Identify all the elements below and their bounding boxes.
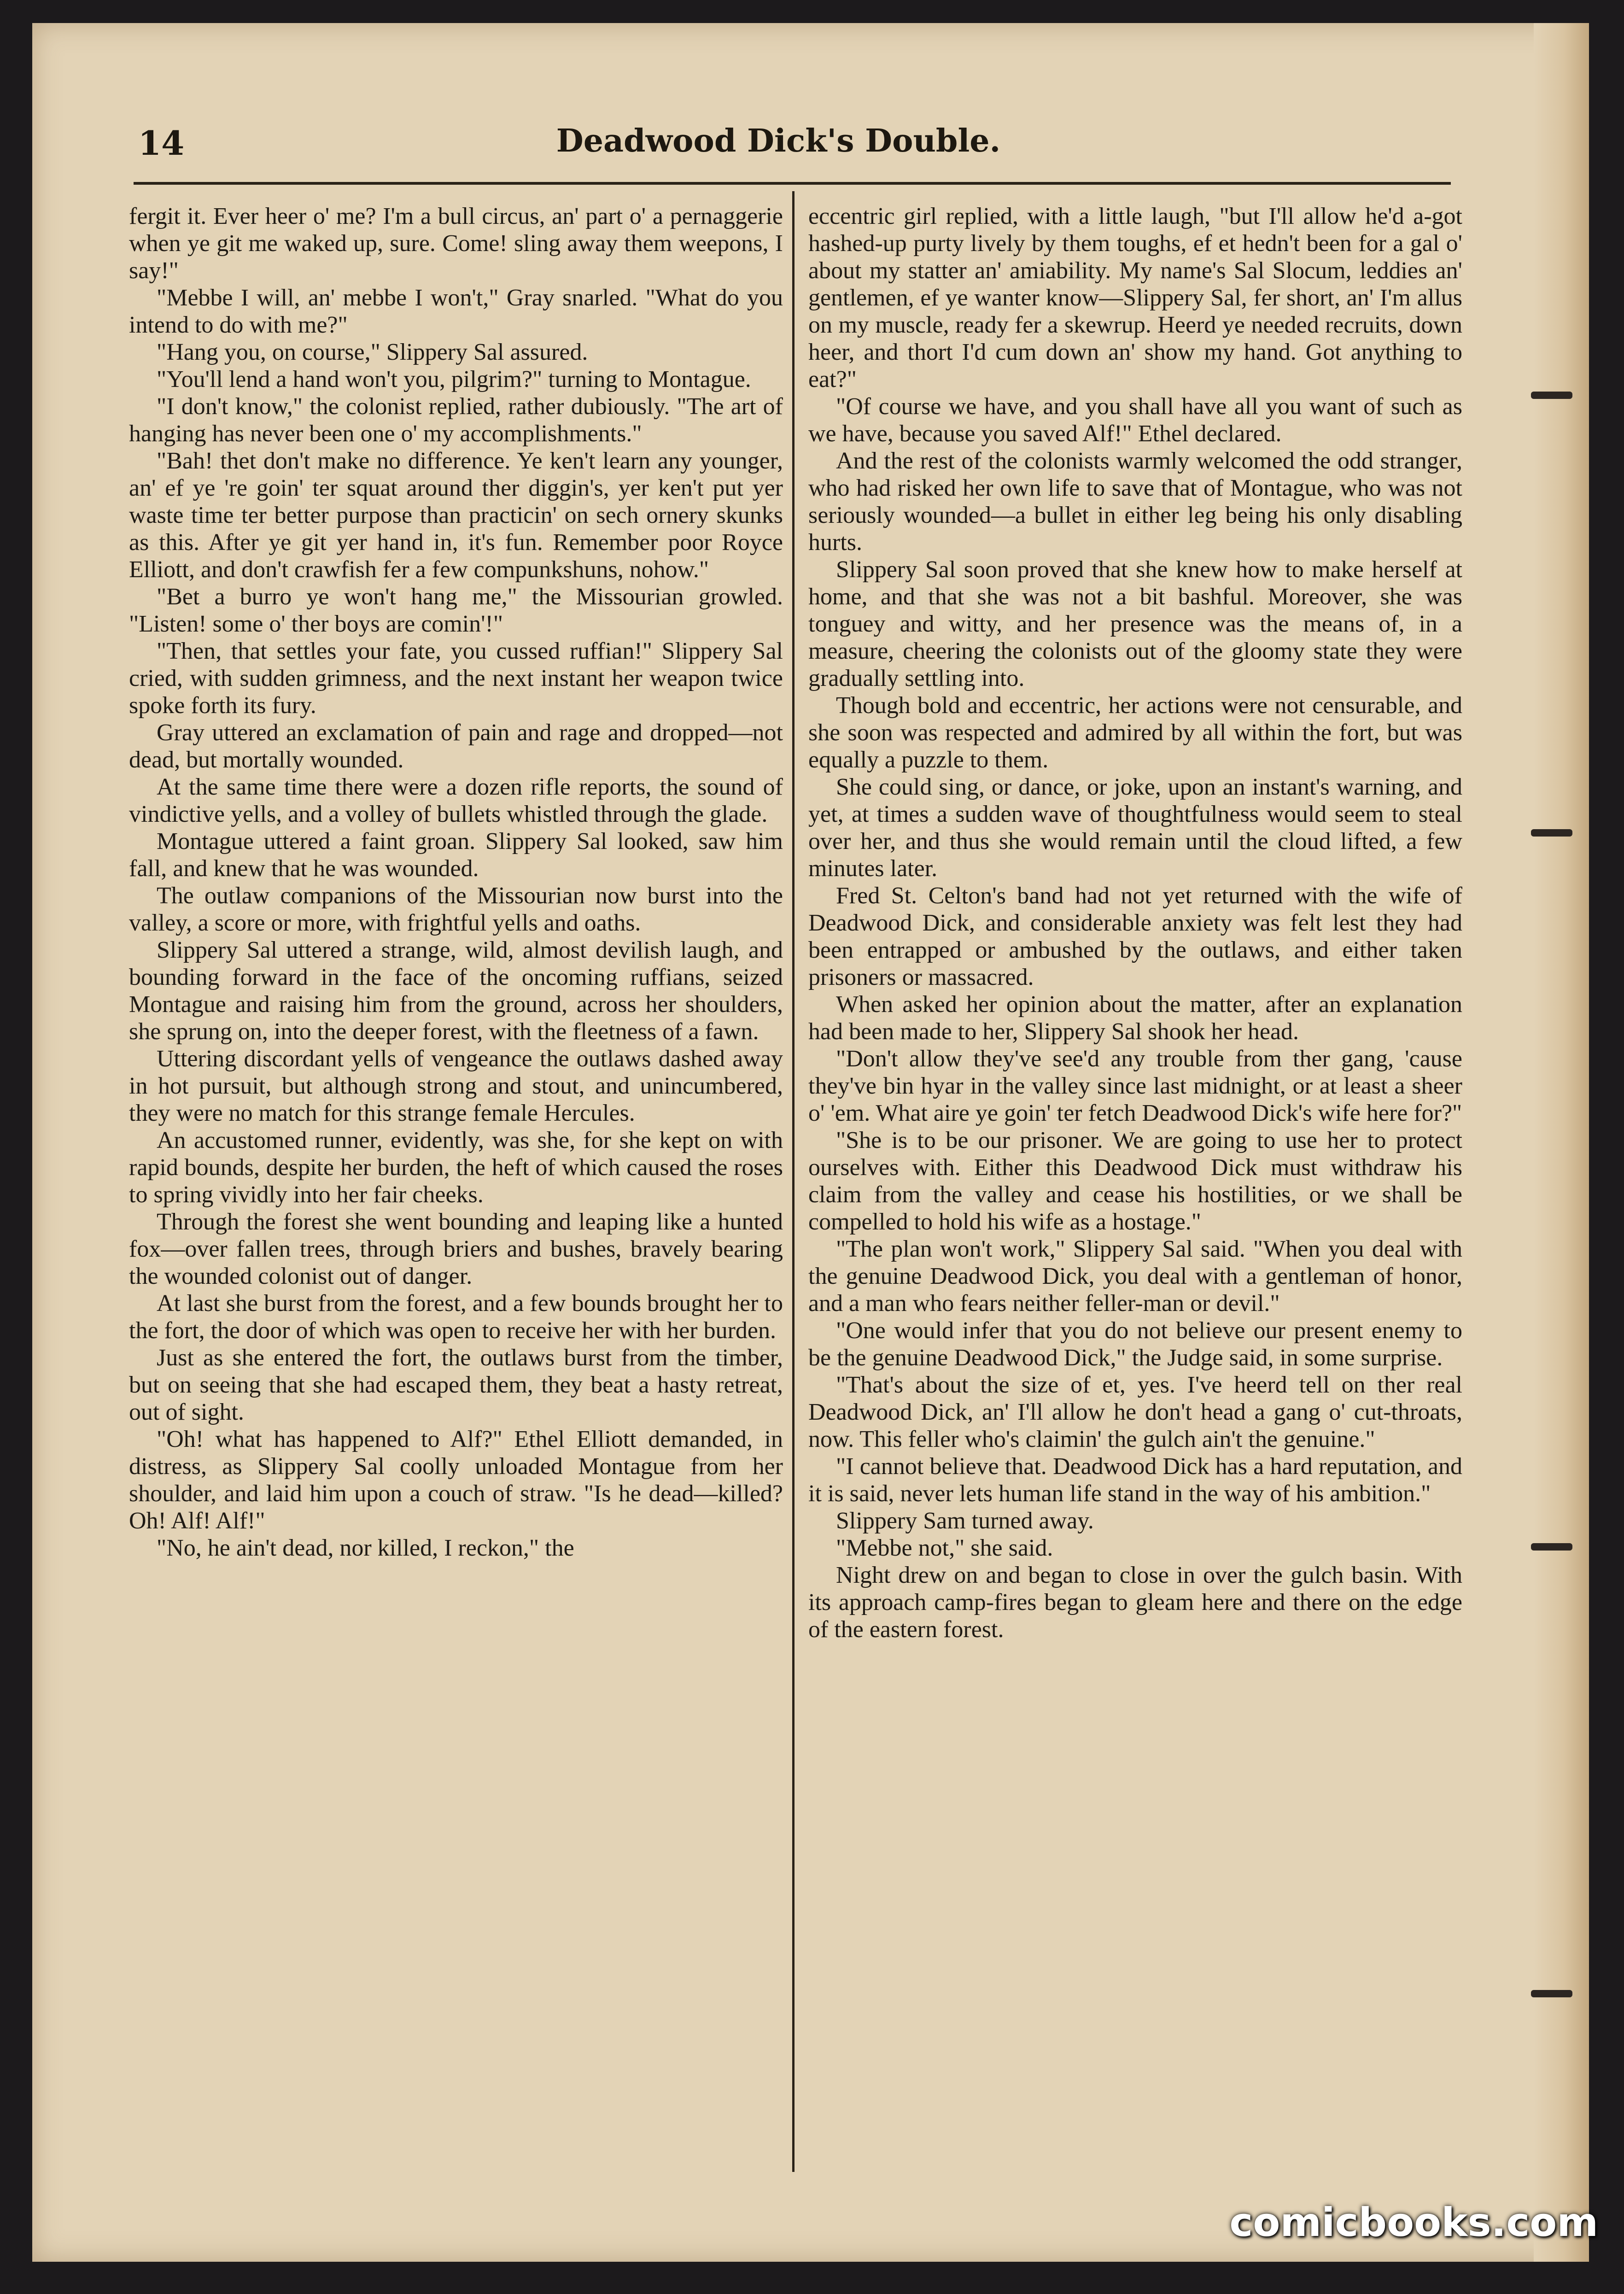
paragraph: When asked her opinion about the matter, after an explanation had been made to her, Slippery Sal shook her head. [808,991,1462,1045]
paragraph: "That's about the size of et, yes. I've heerd tell on ther real Deadwood Dick, an' I'll allow he don't head a gang o' cut-throats, now. This feller who's claimin' the gulch ain't the genuine." [808,1372,1462,1452]
staple [1531,829,1572,837]
header-rule [134,182,1451,185]
paragraph: Slippery Sal uttered a strange, wild, almost devilish laugh, and bounding forward in the face of the oncoming ruffians, seized Montague and raising him from the ground, across her shoulders, she sprung on, into the deeper forest, with the fleetness of a fawn. [129,937,783,1045]
paragraph: Fred St. Celton's band had not yet returned with the wife of Deadwood Dick, and considerable anxiety was felt lest they had been entrapped or ambushed by the outlaws, and either taken prisoners or massacred. [808,883,1462,990]
paragraph: "Mebbe not," she said. [836,1535,1053,1561]
paragraph: Slippery Sam turned away. [836,1508,1094,1534]
right-column [808,203,1462,2156]
left-column [129,203,783,2156]
paragraph: "Bah! thet don't make no difference. Ye ken't learn any younger, an' ef ye 're goin' ter squat around ther diggin's, yer ken't put yer waste time ter better purpose than practicin' on sech ornery skunks as this. After ye git yer hand in, it's fun. Remember poor Royce Elliott, and don't crawfish fer a few compunkshuns, nohow." [129,448,783,583]
paragraph: fergit it. Ever heer o' me? I'm a bull circus, an' part o' a pernaggerie when ye git me waked up, sure. Come! sling away them weepons, I say!" [129,203,783,284]
running-head [106,115,1451,180]
paragraph: Uttering discordant yells of vengeance the outlaws dashed away in hot pursuit, but although strong and stout, and unincumbered, they were no match for this strange female Hercules. [129,1046,783,1126]
column-rule [792,191,794,2172]
watermark: comicbooks.com [1229,2200,1598,2246]
paragraph: She could sing, or dance, or joke, upon an instant's warning, and yet, at times a sudden wave of thoughtfulness would seem to steal over her, and thus she would remain until the cloud lifted, a few minutes later. [808,774,1462,882]
book-title: Deadwood Dick's Double. [556,123,1001,159]
paragraph: An accustomed runner, evidently, was she, for she kept on with rapid bounds, despite her burden, the heft of which caused the roses to spring vividly into her fair cheeks. [129,1127,783,1208]
paragraph: "One would infer that you do not believe our present enemy to be the genuine Deadwood Dick," the Judge said, in some surprise. [808,1317,1462,1371]
paragraph: "She is to be our prisoner. We are going to use her to protect ourselves with. Either this Deadwood Dick must withdraw his claim from the valley and cease his hostilities, or we shall be compelled to hold his wife as a hostage." [808,1127,1462,1235]
paragraph: "Don't allow they've see'd any trouble from ther gang, 'cause they've bin hyar in the valley since last midnight, or at least a sheer o' 'em. What aire ye goin' ter fetch Deadwood Dick's wife here for?" [808,1046,1462,1126]
paragraph: "No, he ain't dead, nor killed, I reckon," the [157,1535,574,1561]
page-number: 14 [138,123,185,163]
paragraph: eccentric girl replied, with a little laugh, "but I'll allow he'd a-got hashed-up purty lively by them toughs, ef et hedn't been for a gal o' about my statter an' amiability. My name's Sal Slocum, leddies an' gentlemen, ef ye wanter know—Slippery Sal, fer short, an' I'm allus on my muscle, ready fer a skewrup. Heerd ye needed recruits, down heer, and thort I'd cum down an' show my hand. Got anything to eat?" [808,203,1462,392]
paragraph: At last she burst from the forest, and a few bounds brought her to the fort, the door of which was open to receive her with her burden. [129,1290,783,1344]
paragraph: "The plan won't work," Slippery Sal said. "When you deal with the genuine Deadwood Dick, you deal with a gentleman of honor, and a man who fears neither feller-man or devil." [808,1236,1462,1317]
staple [1531,1543,1572,1551]
paragraph: Just as she entered the fort, the outlaws burst from the timber, but on seeing that she had escaped them, they beat a hasty retreat, out of sight. [129,1345,783,1425]
paragraph: Gray uttered an exclamation of pain and rage and dropped—not dead, but mortally wounded. [129,720,783,773]
paragraph: "Oh! what has happened to Alf?" Ethel Elliott demanded, in distress, as Slippery Sal coolly unloaded Montague from her shoulder, and laid him upon a couch of straw. "Is he dead—killed? Oh! Alf! Alf!" [129,1426,783,1534]
paragraph: Though bold and eccentric, her actions were not censurable, and she soon was respected and admired by all within the fort, but was equally a puzzle to them. [808,692,1462,773]
paragraph: "I cannot believe that. Deadwood Dick has a hard reputation, and it is said, never lets human life stand in the way of his ambition." [808,1453,1462,1507]
paragraph: Slippery Sal soon proved that she knew how to make herself at home, and that she was not a bit bashful. Moreover, she was tonguey and witty, and her presence was the means of, in a measure, cheering the colonists out of the gloomy state they were gradually settling into. [808,556,1462,691]
paragraph: "You'll lend a hand won't you, pilgrim?" turning to Montague. [157,366,751,392]
paragraph: The outlaw companions of the Missourian now burst into the valley, a score or more, with frightful yells and oaths. [129,883,783,936]
paragraph: Through the forest she went bounding and leaping like a hunted fox—over fallen trees, through briers and bushes, bravely bearing the wounded colonist out of danger. [129,1209,783,1289]
paragraph: Night drew on and began to close in over the gulch basin. With its approach camp-fires began to gleam here and there on the edge of the eastern forest. [808,1562,1462,1643]
paragraph: "Of course we have, and you shall have all you want of such as we have, because you saved Alf!" Ethel declared. [808,393,1462,447]
paragraph: "Hang you, on course," Slippery Sal assured. [157,339,588,365]
page-spine [1534,23,1589,2262]
paragraph: "Mebbe I will, an' mebbe I won't," Gray snarled. "What do you intend to do with me?" [129,285,783,338]
paragraph: "Then, that settles your fate, you cussed ruffian!" Slippery Sal cried, with sudden grimness, and the next instant her weapon twice spoke forth its fury. [129,638,783,719]
paragraph: At the same time there were a dozen rifle reports, the sound of vindictive yells, and a volley of bullets whistled through the glade. [129,774,783,827]
staple [1531,392,1572,399]
paragraph: Montague uttered a faint groan. Slippery Sal looked, saw him fall, and knew that he was wounded. [129,828,783,882]
paragraph: "Bet a burro ye won't hang me," the Missourian growled. "Listen! some o' ther boys are comin'!" [129,584,783,637]
paragraph: And the rest of the colonists warmly welcomed the odd stranger, who had risked her own life to save that of Montague, who was not seriously wounded—a bullet in either leg being his only disabling hurts. [808,448,1462,556]
paragraph: "I don't know," the colonist replied, rather dubiously. "The art of hanging has never been one o' my accomplishments." [129,393,783,447]
staple [1531,1990,1572,1997]
